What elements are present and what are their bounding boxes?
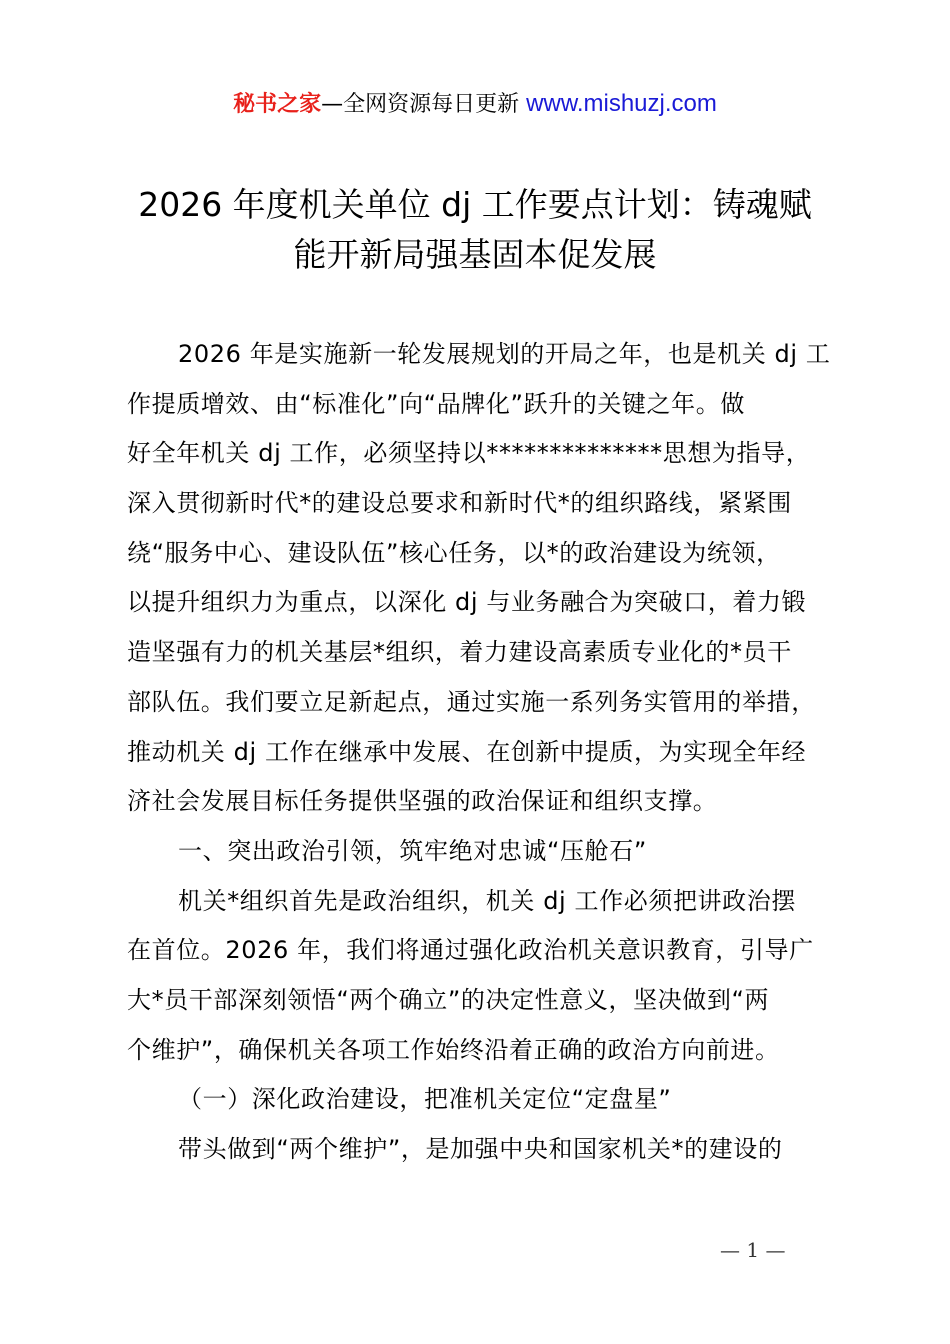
title-line: 2026 年度机关单位 dj 工作要点计划：铸魂赋 [138,185,812,224]
body-line: 个维护”，确保机关各项工作始终沿着正确的政治方向前进。 [127,1035,780,1064]
header-tagline: —全网资源每日更新 [321,92,527,117]
section-heading: 一、突出政治引领，筑牢绝对忠诚“压舱石” [178,836,647,865]
page-number: — 1 — [720,1238,786,1262]
body-line: 以提升组织力为重点，以深化 dj 与业务融合为突破口，着力锻 [127,588,807,617]
body-line: 好全年机关 dj 工作，必须坚持以**************思想为指导， [127,439,811,468]
body-line: 大*员干部深刻领悟“两个确立”的决定性意义，坚决做到“两 [127,985,770,1014]
document-title [0,180,950,280]
title-line: 能开新局强基固本促发展 [293,235,657,274]
body-line: 机关*组织首先是政治组织，机关 dj 工作必须把讲政治摆 [178,886,796,915]
site-header [0,88,950,121]
site-url-link[interactable]: www.mishuzj.com [526,90,717,117]
document-body [127,330,857,1175]
body-line: 济社会发展目标任务提供坚强的政治保证和组织支撑。 [127,787,718,816]
body-line: 造坚强有力的机关基层*组织，着力建设高素质专业化的*员干 [127,638,792,667]
subsection-heading: （一）深化政治建设，把准机关定位“定盘星” [178,1085,672,1114]
body-line: 2026 年是实施新一轮发展规划的开局之年，也是机关 dj 工 [178,340,831,368]
body-line: 在首位。2026 年，我们将通过强化政治机关意识教育，引导广 [127,936,814,965]
brand-name: 秘书之家 [233,92,322,117]
body-line: 绕“服务中心、建设队伍”核心任务，以*的政治建设为统领， [127,538,781,567]
body-line: 部队伍。我们要立足新起点，通过实施一系列务实管用的举措， [127,687,816,716]
body-line: 推动机关 dj 工作在继承中发展、在创新中提质，为实现全年经 [127,737,807,766]
body-line: 带头做到“两个维护”，是加强中央和国家机关*的建设的 [178,1135,783,1163]
body-line: 深入贯彻新时代*的建设总要求和新时代*的组织路线，紧紧围 [127,489,792,518]
body-line: 作提质增效、由“标准化”向“品牌化”跃升的关键之年。做 [127,389,745,418]
